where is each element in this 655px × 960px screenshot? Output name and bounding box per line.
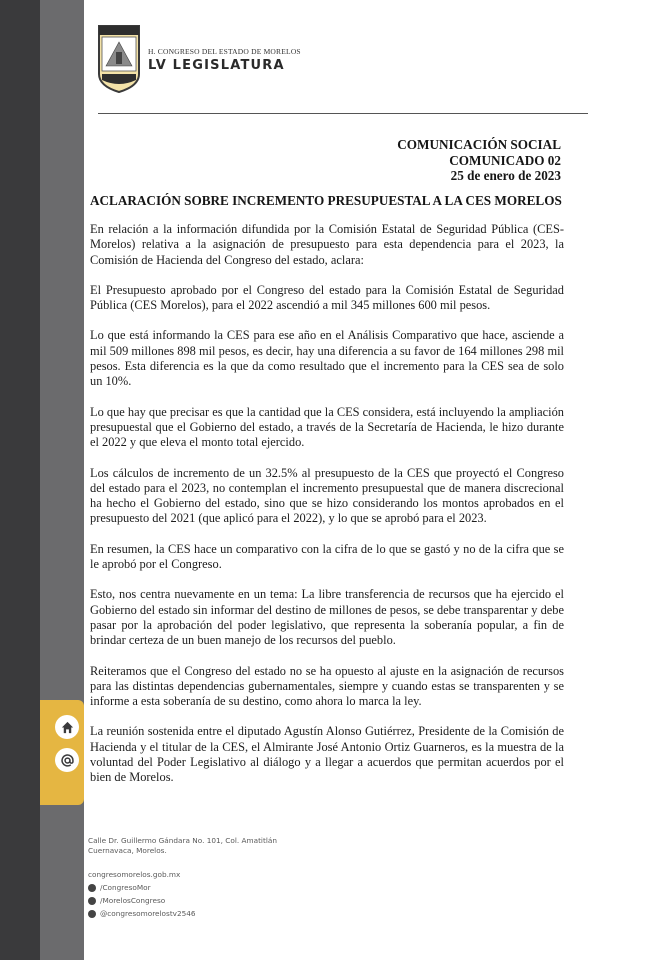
website-link[interactable]: congresomorelos.gob.mx — [88, 870, 181, 879]
document-title: ACLARACIÓN SOBRE INCREMENTO PRESUPUESTAL A LA CES MORELOS — [90, 193, 562, 208]
legislature-name: LV LEGISLATURA — [148, 58, 285, 73]
communique-number: COMUNICADO 02 — [449, 152, 561, 168]
twitter-link[interactable] — [88, 896, 277, 906]
congress-name: H. CONGRESO DEL ESTADO DE MORELOS — [148, 47, 301, 56]
paragraph: El Presupuesto aprobado por el Congreso del estado para la Comisión Estatal de Seguridad Pública (CES Morelos), para el 2022 ascendió a mil 345 millones 600 mil pesos. — [90, 282, 564, 313]
communique-date: 25 de enero de 2023 — [450, 168, 561, 183]
paragraph: En relación a la información difundida por la Comisión Estatal de Seguridad Pública (CES-Morelos) relativa a la asignación de presupuesto para esta dependencia para el 2023, la Comisión de Hacienda del Congreso del estado, aclara: — [90, 222, 564, 267]
paragraph: Reiteramos que el Congreso del estado no se ha opuesto al ajuste en la asignación de recursos para las distintas dependencias gubernamentales, siempre y cuando estas se transparenten y se informe a esta soberanía de su destino, como ahora lo marca la ley. — [90, 663, 564, 709]
address-line-2: Cuernavaca, Morelos. — [88, 846, 167, 855]
twitter-icon — [88, 897, 96, 905]
at-icon[interactable] — [55, 748, 79, 772]
header-divider — [98, 113, 588, 114]
paragraph: Los cálculos de incremento de un 32.5% al presupuesto de la CES que proyectó el Congreso del estado para el 2023, no contemplan el incremento presupuestal que de manera discrecional ha hecho el Gobierno del estado, sino que se hizo considerando los montos aprobados en el presupuesto del 2021 (que aplicó para el 2022), y lo que se aprobó para el 2023. — [90, 465, 564, 526]
paragraph: Esto, nos centra nuevamente en un tema: La libre transferencia de recursos que ha ejercido el Gobierno del estado sin informar del destino de millones de pesos, se debe transparentar y debe pasar por la aprobación del poder legislativo, que representa la soberanía popular, a fin de brindar certeza de un buen manejo de los recursos del pueblo. — [90, 587, 564, 648]
paragraph: Lo que hay que precisar es que la cantidad que la CES considera, está incluyendo la ampliación presupuestal que el Gobierno del estado, a través de la Secretaría de Hacienda, le hizo durante el 2022 y que eleva el monto total ejercido. — [90, 404, 564, 450]
home-icon[interactable] — [55, 715, 79, 739]
congress-logo — [96, 24, 142, 94]
document-body — [90, 222, 564, 801]
youtube-link[interactable] — [88, 909, 277, 919]
communique-header — [397, 137, 561, 184]
paragraph: Lo que está informando la CES para ese año en el Análisis Comparativo que hace, asciende a mil 509 millones 898 mil pesos, es decir, hay una diferencia a su favor de 164 millones 298 mil pesos. Esta diferencia es la que da como resultado que el incremento para la CES sea de solo un 10%. — [90, 328, 564, 389]
address-line-1: Calle Dr. Guillermo Gándara No. 101, Col. Amatitlán — [88, 836, 277, 845]
paragraph: La reunión sostenida entre el diputado Agustín Alonso Gutiérrez, Presidente de la Comisión de Hacienda y el titular de la CES, el Almirante José Antonio Ortiz Guarneros, es la muestra de la voluntad del Poder Legislativo al diálogo y a llegar a acuerdos que permitan acuerdos por el bien de Morelos. — [90, 724, 564, 785]
youtube-icon — [88, 910, 96, 918]
youtube-handle: @congresomorelostv2546 — [100, 909, 196, 918]
footer — [88, 836, 277, 919]
header-title — [148, 47, 301, 73]
sidebar-gray-stripe — [40, 0, 84, 960]
facebook-icon — [88, 884, 96, 892]
facebook-link[interactable] — [88, 883, 277, 893]
paragraph: En resumen, la CES hace un comparativo con la cifra de lo que se gastó y no de la cifra que se le aprobó por el Congreso. — [90, 541, 564, 572]
facebook-handle: /CongresoMor — [100, 883, 151, 892]
twitter-handle: /MorelosCongreso — [100, 896, 166, 905]
sidebar-dark-stripe — [0, 0, 40, 960]
office-name: COMUNICACIÓN SOCIAL — [397, 137, 561, 152]
